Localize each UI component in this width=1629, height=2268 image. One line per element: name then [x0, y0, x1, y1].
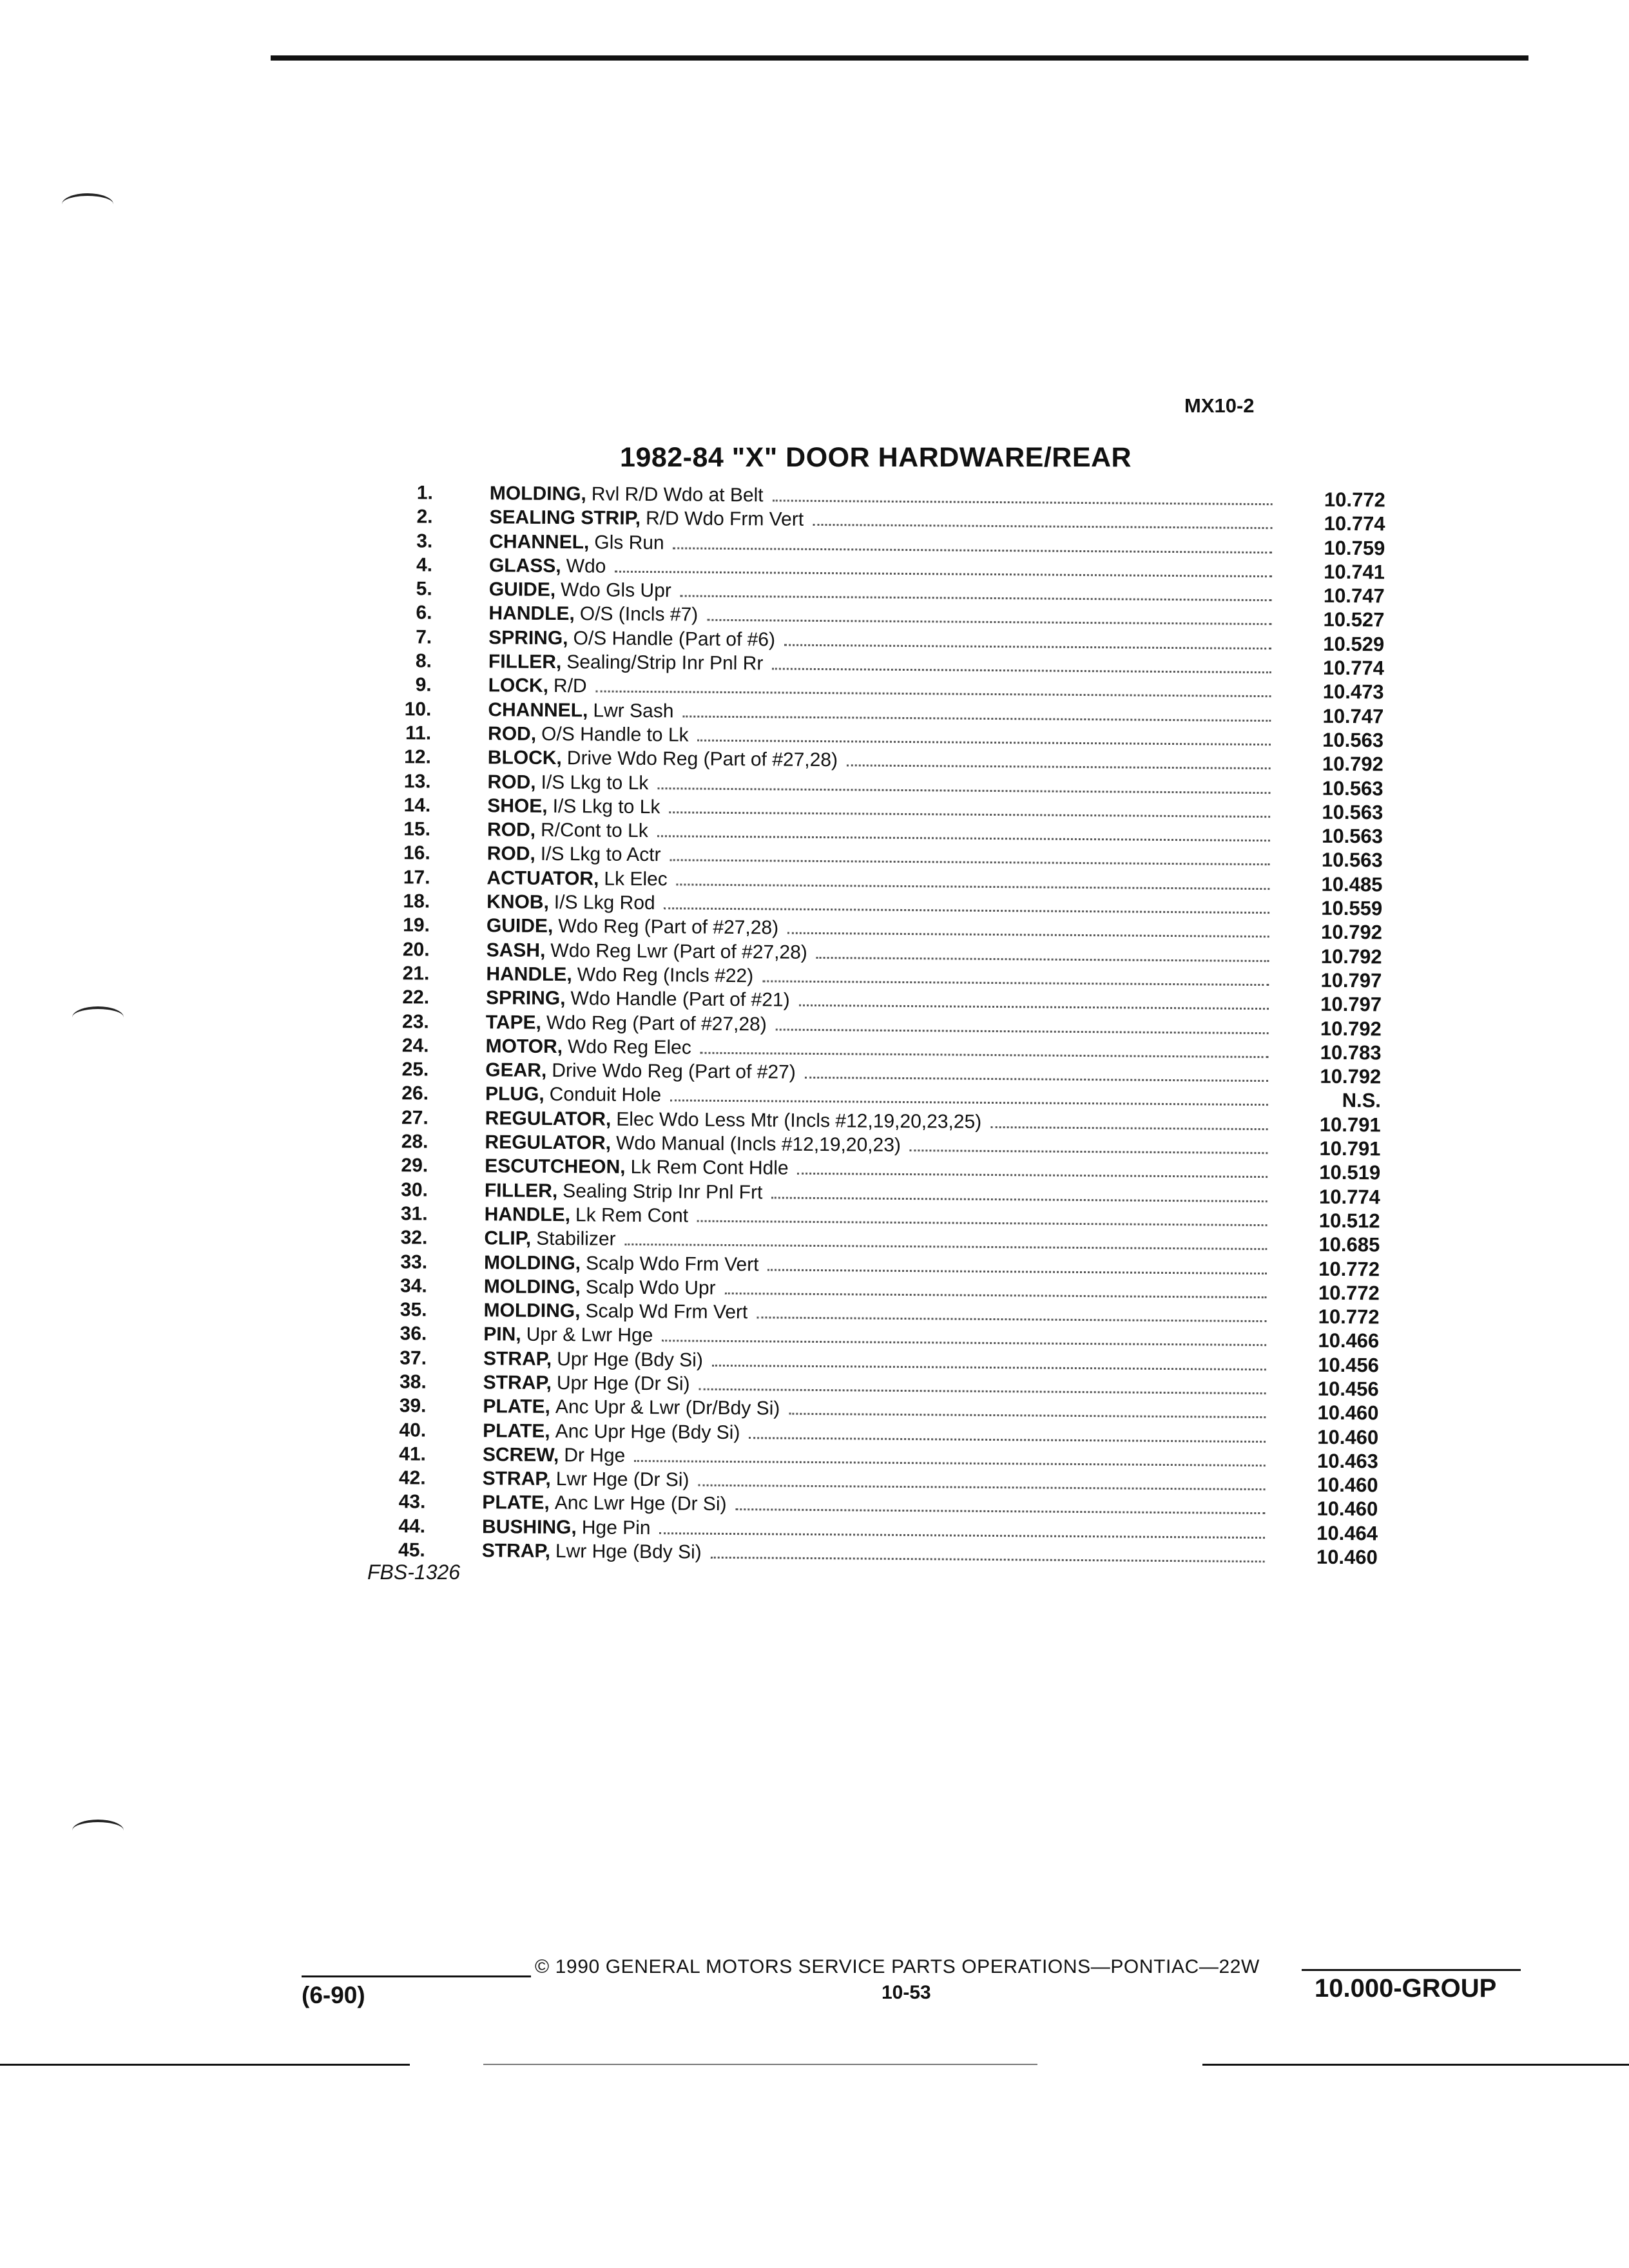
part-number: 32. — [400, 1227, 428, 1249]
top-rule — [271, 55, 1528, 61]
part-detail: Sealing Strip Inr Pnl Frt — [563, 1180, 763, 1203]
part-name: CLIP, — [484, 1227, 532, 1249]
dot-leader — [712, 1350, 1266, 1370]
part-number: 20. — [402, 938, 430, 961]
part-name: MOLDING, — [483, 1300, 581, 1322]
part-detail: Wdo — [566, 555, 606, 577]
part-group-number: 10.563 — [1322, 728, 1384, 752]
part-group-number: 10.747 — [1322, 704, 1384, 728]
part-group-number: 10.774 — [1318, 1185, 1381, 1209]
part-name: ROD, — [488, 723, 537, 745]
part-number: 44. — [398, 1515, 426, 1537]
part-number: 12. — [404, 746, 431, 768]
part-detail: Lwr Hge (Bdy Si) — [555, 1541, 702, 1563]
part-detail: Lwr Hge (Dr Si) — [555, 1468, 689, 1491]
part-detail: Anc Upr Hge (Bdy Si) — [555, 1420, 740, 1443]
part-group-number: 10.529 — [1323, 632, 1385, 656]
part-group-number: 10.792 — [1320, 921, 1383, 944]
part-name: PIN, — [483, 1323, 521, 1346]
part-number: 36. — [400, 1323, 427, 1345]
part-detail: Upr Hge (Dr Si) — [556, 1372, 690, 1395]
part-number: 28. — [401, 1131, 429, 1153]
dot-leader — [990, 1112, 1268, 1130]
page-title: 1982-84 "X" DOOR HARDWARE/REAR — [620, 442, 1132, 473]
part-group-number: 10.774 — [1324, 512, 1385, 535]
dot-leader — [784, 629, 1271, 649]
part-group-number: 10.473 — [1322, 680, 1384, 704]
part-group-number: 10.741 — [1324, 560, 1385, 584]
part-name: SEALING STRIP, — [489, 506, 641, 530]
part-detail: I/S Lkg to Lk — [541, 771, 649, 794]
part-name: ROD, — [487, 771, 536, 793]
bottom-rule-middle — [483, 2064, 1037, 2065]
part-name: HANDLE, — [484, 1204, 571, 1226]
part-name: GUIDE, — [486, 915, 554, 937]
dot-leader — [682, 701, 1271, 722]
part-number: 2. — [416, 506, 433, 528]
part-name: STRAP, — [483, 1372, 552, 1394]
part-detail: Anc Lwr Hge (Dr Si) — [554, 1492, 727, 1515]
part-detail: I/S Lkg to Actr — [540, 843, 661, 866]
part-detail: Wdo Reg Lwr (Part of #27,28) — [550, 939, 807, 963]
part-group-number: 10.512 — [1318, 1209, 1380, 1233]
part-detail: Wdo Reg (Part of #27,28) — [546, 1012, 767, 1035]
dot-leader — [772, 654, 1271, 674]
part-name: GLASS, — [488, 555, 561, 577]
part-number: 10. — [404, 698, 432, 720]
part-name: SPRING, — [485, 987, 566, 1010]
part-name: ACTUATOR, — [487, 867, 599, 890]
part-name: SPRING, — [488, 627, 568, 649]
dot-leader — [677, 869, 1270, 890]
dot-leader — [698, 1470, 1265, 1490]
part-name: PLUG, — [485, 1083, 545, 1106]
dot-leader — [698, 726, 1271, 746]
part-group-number: 10.527 — [1323, 608, 1385, 631]
part-detail: Lk Elec — [604, 868, 668, 890]
part-detail: O/S Handle to Lk — [541, 723, 689, 746]
part-detail: Anc Upr & Lwr (Dr/Bdy Si) — [555, 1396, 780, 1419]
binder-hole-mark — [62, 193, 113, 215]
dot-leader — [699, 1374, 1266, 1394]
part-detail: Upr & Lwr Hge — [526, 1324, 653, 1347]
part-detail: Upr Hge (Bdy Si) — [557, 1348, 704, 1371]
part-detail: Lwr Sash — [593, 700, 674, 722]
figure-reference: FBS-1326 — [367, 1561, 461, 1584]
part-number: 22. — [402, 986, 430, 1008]
part-group-number: 10.559 — [1321, 896, 1383, 920]
part-number: 42. — [398, 1467, 426, 1489]
part-detail: I/S Lkg Rod — [554, 892, 655, 914]
part-name: STRAP, — [482, 1468, 551, 1490]
part-name: ROD, — [487, 843, 535, 865]
part-group-number: 10.791 — [1319, 1113, 1381, 1137]
part-group-number: 10.460 — [1316, 1497, 1378, 1521]
part-name: FILLER, — [484, 1179, 558, 1202]
part-number: 18. — [403, 890, 430, 912]
dot-leader — [776, 1014, 1269, 1034]
part-number: 35. — [400, 1299, 427, 1321]
part-number: 33. — [400, 1251, 428, 1273]
dot-leader — [773, 485, 1273, 505]
dot-leader — [813, 510, 1273, 529]
part-number: 31. — [400, 1203, 428, 1225]
part-name: MOLDING, — [489, 483, 586, 505]
part-group-number: N.S. — [1342, 1089, 1382, 1112]
parts-list — [372, 481, 1411, 1570]
dot-leader — [596, 677, 1271, 698]
part-name: ESCUTCHEON, — [485, 1155, 626, 1178]
part-number: 17. — [403, 867, 430, 889]
part-number: 43. — [398, 1491, 426, 1514]
dot-leader — [697, 1206, 1268, 1226]
part-group-number: 10.791 — [1319, 1137, 1381, 1160]
part-detail: Scalp Wdo Upr — [585, 1276, 716, 1299]
part-number: 41. — [399, 1443, 427, 1465]
dot-leader — [700, 1037, 1269, 1057]
part-detail: O/S (Incls #7) — [579, 603, 699, 626]
dot-leader — [634, 1446, 1266, 1466]
part-name: MOTOR, — [485, 1035, 563, 1057]
part-detail: Wdo Gls Upr — [561, 579, 671, 602]
dot-leader — [673, 533, 1273, 553]
dot-leader — [762, 966, 1269, 986]
part-group-number: 10.460 — [1317, 1425, 1379, 1448]
part-group-number: 10.772 — [1318, 1281, 1380, 1305]
part-name: GEAR, — [485, 1059, 547, 1082]
part-description — [482, 1539, 1265, 1568]
part-group-number: 10.460 — [1316, 1473, 1378, 1497]
part-number: 3. — [416, 530, 433, 552]
part-number: 25. — [401, 1059, 429, 1081]
dot-leader — [669, 797, 1270, 818]
dot-leader — [662, 1326, 1266, 1347]
part-group-number: 10.747 — [1323, 584, 1385, 608]
part-name: PLATE, — [483, 1419, 550, 1442]
dot-leader — [771, 1182, 1268, 1202]
part-detail: O/S Handle (Part of #6) — [573, 627, 776, 651]
part-name: PLATE, — [482, 1492, 550, 1514]
dot-leader — [767, 1254, 1267, 1274]
part-group-number: 10.466 — [1318, 1329, 1380, 1352]
part-number: 1. — [416, 482, 433, 504]
part-name: MOLDING, — [483, 1276, 581, 1298]
part-number: 30. — [401, 1178, 429, 1201]
part-group-number: 10.772 — [1318, 1305, 1380, 1329]
part-group-number: 10.519 — [1319, 1161, 1381, 1184]
footer-rule-left — [302, 1975, 531, 1977]
page-number: 10-53 — [882, 1982, 931, 2003]
part-group-number: 10.456 — [1317, 1377, 1379, 1401]
part-detail: R/Cont to Lk — [540, 819, 648, 842]
dot-leader — [725, 1278, 1267, 1298]
dot-leader — [615, 557, 1272, 577]
binder-hole-mark — [72, 1820, 124, 1841]
part-number: 24. — [401, 1035, 429, 1057]
part-name: SCREW, — [482, 1444, 559, 1466]
part-detail: Lk Rem Cont Hdle — [630, 1157, 789, 1179]
part-name: HANDLE, — [488, 602, 575, 625]
dot-leader — [625, 1229, 1268, 1250]
part-group-number: 10.759 — [1324, 536, 1385, 560]
part-detail: Dr Hge — [564, 1445, 626, 1466]
part-number: 37. — [400, 1347, 427, 1369]
part-detail: Hge Pin — [581, 1517, 651, 1539]
part-number: 38. — [399, 1371, 427, 1393]
part-detail: Sealing/Strip Inr Pnl Rr — [566, 651, 764, 675]
part-name: STRAP, — [483, 1347, 552, 1370]
part-name: GUIDE, — [488, 579, 556, 601]
part-group-number: 10.792 — [1320, 945, 1382, 968]
part-number: 40. — [399, 1419, 427, 1441]
part-group-number: 10.563 — [1322, 800, 1383, 824]
part-number: 15. — [403, 818, 431, 840]
part-number: 13. — [403, 770, 431, 793]
dot-leader — [664, 893, 1270, 914]
part-number: 27. — [401, 1106, 429, 1129]
part-number: 23. — [402, 1010, 429, 1033]
part-group-number: 10.456 — [1318, 1353, 1380, 1377]
dot-leader — [659, 1518, 1265, 1539]
dot-leader — [787, 918, 1269, 937]
part-detail: Rvl R/D Wdo at Belt — [591, 483, 764, 506]
part-group-number: 10.485 — [1321, 872, 1383, 896]
footer-rule-right — [1302, 1969, 1521, 1971]
part-group-number: 10.464 — [1316, 1521, 1378, 1545]
part-number: 8. — [415, 650, 432, 672]
part-group-number: 10.797 — [1320, 992, 1382, 1016]
revision-date: (6-90) — [302, 1982, 365, 2008]
part-group-number: 10.463 — [1316, 1449, 1379, 1473]
part-number: 26. — [401, 1082, 429, 1104]
part-number: 16. — [403, 842, 430, 865]
dot-leader — [749, 1423, 1266, 1443]
part-group-number: 10.774 — [1322, 656, 1385, 680]
part-name: CHANNEL, — [489, 530, 590, 553]
part-number: 9. — [415, 674, 432, 696]
bottom-rule-right — [1202, 2064, 1629, 2066]
part-detail: Wdo Manual (Incls #12,19,20,23) — [615, 1132, 901, 1156]
copyright-notice: © 1990 GENERAL MOTORS SERVICE PARTS OPERATIONS—PONTIAC—22W — [535, 1956, 1260, 1977]
dot-leader — [805, 1062, 1269, 1082]
part-group-number: 10.797 — [1320, 968, 1382, 992]
part-detail: R/D — [553, 675, 587, 697]
dot-leader — [711, 1542, 1265, 1562]
dot-leader — [757, 1302, 1266, 1322]
part-group-number: 10.685 — [1318, 1233, 1380, 1256]
part-name: HANDLE, — [486, 963, 572, 986]
part-number: 4. — [416, 554, 433, 576]
part-group-number: 10.563 — [1322, 776, 1383, 800]
part-name: SASH, — [486, 939, 546, 961]
part-detail: Drive Wdo Reg (Part of #27) — [552, 1060, 796, 1083]
part-detail: I/S Lkg to Lk — [552, 795, 660, 818]
part-group-number: 10.460 — [1317, 1401, 1379, 1425]
part-name: TAPE, — [485, 1011, 542, 1033]
part-name: LOCK, — [488, 675, 549, 697]
part-name: BUSHING, — [481, 1515, 577, 1539]
part-number: 5. — [416, 578, 432, 600]
part-group-number: 10.772 — [1324, 488, 1385, 512]
page-code: MX10-2 — [1184, 394, 1255, 417]
part-number: 39. — [399, 1395, 427, 1417]
binder-hole-mark — [72, 1006, 124, 1028]
part-name: REGULATOR, — [485, 1131, 612, 1154]
part-detail: Wdo Handle (Part of #21) — [570, 988, 790, 1011]
part-group-number: 10.783 — [1320, 1041, 1382, 1064]
part-number: 21. — [402, 963, 430, 985]
part-number: 11. — [405, 722, 432, 744]
dot-leader — [847, 751, 1271, 770]
dot-leader — [735, 1495, 1265, 1515]
part-name: SHOE, — [487, 795, 548, 817]
part-name: FILLER, — [488, 651, 562, 673]
part-detail: Conduit Hole — [549, 1084, 662, 1106]
part-group-number: 10.792 — [1322, 752, 1383, 776]
part-detail: Lk Rem Cont — [575, 1204, 689, 1227]
dot-leader — [798, 1158, 1268, 1178]
part-name: STRAP, — [481, 1540, 551, 1562]
part-detail: Gls Run — [594, 532, 664, 553]
dot-leader — [799, 990, 1269, 1010]
bottom-rule-left — [0, 2064, 410, 2066]
dot-leader — [657, 773, 1270, 794]
part-detail: R/D Wdo Frm Vert — [645, 508, 804, 531]
dot-leader — [910, 1135, 1268, 1154]
part-number: 29. — [401, 1155, 429, 1177]
part-number: 34. — [400, 1275, 427, 1297]
part-number: 14. — [403, 794, 431, 816]
part-group-number: 10.792 — [1320, 1017, 1382, 1040]
part-detail: Wdo Reg (Part of #27,28) — [558, 916, 779, 939]
part-group-number: 10.772 — [1318, 1257, 1380, 1280]
part-name: MOLDING, — [483, 1251, 581, 1274]
group-label: 10.000-GROUP — [1315, 1974, 1497, 2003]
part-name: REGULATOR, — [485, 1107, 612, 1130]
part-group-number: 10.563 — [1321, 849, 1383, 872]
part-name: ROD, — [487, 819, 536, 841]
part-group-number: 10.563 — [1322, 824, 1383, 848]
dot-leader — [670, 1086, 1268, 1106]
part-detail: Scalp Wdo Frm Vert — [585, 1252, 759, 1275]
part-detail: Scalp Wd Frm Vert — [585, 1300, 748, 1323]
part-name: CHANNEL, — [488, 698, 588, 722]
part-number: 19. — [403, 914, 430, 936]
part-group-number: 10.460 — [1316, 1545, 1378, 1569]
dot-leader — [670, 845, 1269, 866]
dot-leader — [707, 605, 1271, 625]
dot-leader — [789, 1399, 1266, 1418]
part-detail: Elec Wdo Less Mtr (Incls #12,19,20,23,25) — [616, 1108, 982, 1133]
part-number: 6. — [416, 602, 432, 624]
part-detail: Drive Wdo Reg (Part of #27,28) — [566, 747, 838, 771]
part-name: KNOB, — [487, 891, 550, 913]
part-detail: Wdo Reg (Incls #22) — [577, 964, 754, 987]
part-name: BLOCK, — [487, 747, 562, 769]
part-name: PLATE, — [483, 1396, 551, 1418]
dot-leader — [657, 821, 1270, 841]
part-detail: Stabilizer — [536, 1228, 616, 1250]
part-number: 7. — [416, 626, 432, 648]
part-group-number: 10.792 — [1320, 1064, 1382, 1088]
dot-leader — [680, 581, 1272, 602]
part-number: 45. — [398, 1539, 425, 1561]
dot-leader — [816, 943, 1269, 962]
part-detail: Wdo Reg Elec — [567, 1035, 691, 1059]
